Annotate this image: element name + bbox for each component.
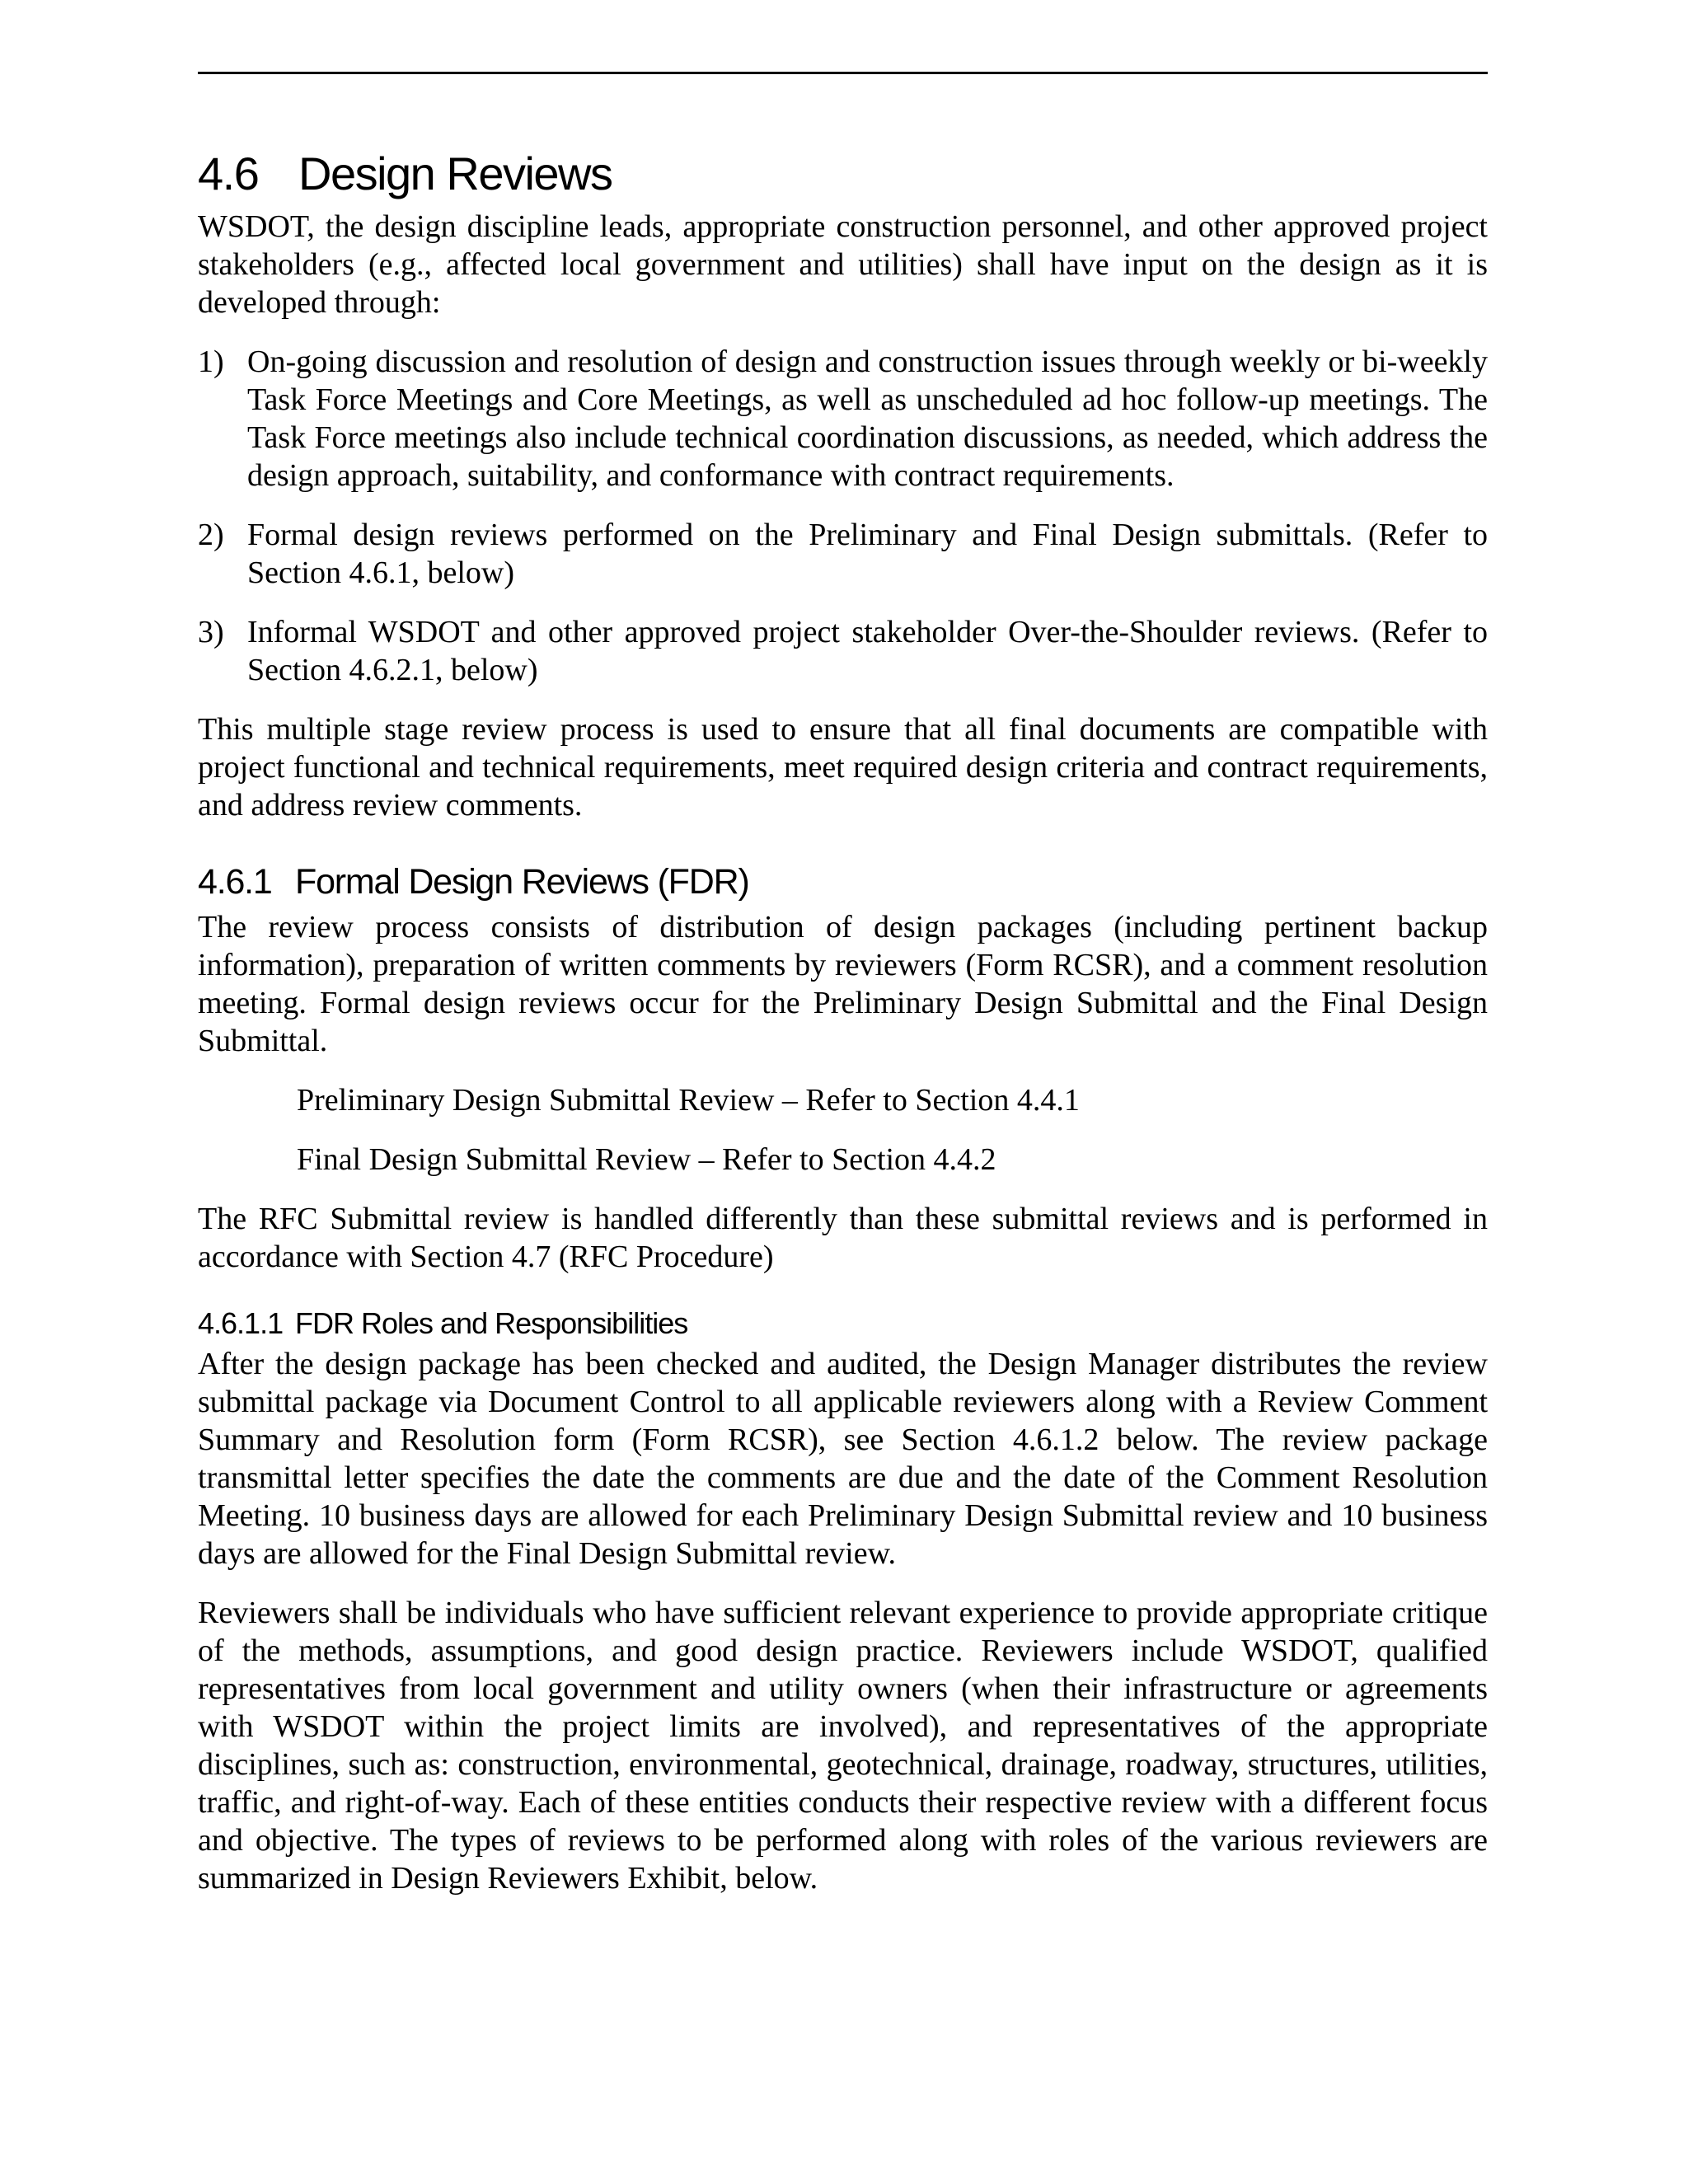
subsubsection-heading <box>198 1305 1488 1342</box>
subsection-number: 4.6.1 <box>198 862 272 902</box>
subsubsection-title: FDR Roles and Responsibilities <box>295 1306 688 1340</box>
section-title: Design Reviews <box>298 148 612 199</box>
section-intro: WSDOT, the design discipline leads, appropriate construction personnel, and other approved project stakeholders (e.g., affected local government and utilities) shall have input on the design as it is developed through: <box>198 209 1488 320</box>
list-item-marker: 1) <box>198 344 224 379</box>
reference-line: Preliminary Design Submittal Review – Refer to Section 4.4.1 <box>297 1083 1080 1118</box>
list-item-text: On-going discussion and resolution of design and construction issues through weekly or bi-weekly Task Force Meetings and Core Meetings, as well as unscheduled ad hoc follow-up meetings. The Task Force meetings also include technical coordination discussions, as needed, which address the design approach, suitability, and conformance with contract requirements. <box>247 344 1488 493</box>
list-item-text: Formal design reviews performed on the Preliminary and Final Design submittals. (Refer to Section 4.6.1, below) <box>247 518 1488 590</box>
section-closing: This multiple stage review process is used to ensure that all final documents are compatible with project functional and technical requirements, meet required design criteria and contract requirements, and address review comments. <box>198 712 1488 823</box>
reviewers-paragraph: Reviewers shall be individuals who have sufficient relevant experience to provide appropriate critique of the methods, assumptions, and good design practice. Reviewers include WSDOT, qualified representatives from local government and utility owners (when their infrastructure or agreements with WSDOT within the project limits are involved), and representatives of the appropriate disciplines, such as: construction, environmental, geotechnical, drainage, roadway, structures, utilities, traffic, and right-of-way. Each of these entities conducts their respective review with a different focus and objective. The types of reviews to be performed along with roles of the various reviewers are summarized in Design Reviewers Exhibit, below. <box>198 1596 1488 1896</box>
document-page <box>198 0 1488 2184</box>
document-content <box>198 147 1488 1897</box>
header-rule <box>198 72 1488 74</box>
list-item-marker: 2) <box>198 518 224 552</box>
list-item <box>198 613 1488 689</box>
list-item <box>198 516 1488 592</box>
subsection-heading <box>198 860 1488 903</box>
list-item <box>198 343 1488 494</box>
subsection-closing: The RFC Submittal review is handled differently than these submittal reviews and is performed in accordance with Section 4.7 (RFC Procedure) <box>198 1202 1488 1274</box>
subsubsection-number: 4.6.1.1 <box>198 1306 284 1340</box>
reference-line: Final Design Submittal Review – Refer to Section 4.4.2 <box>297 1142 996 1177</box>
list-item-text: Informal WSDOT and other approved project stakeholder Over-the-Shoulder reviews. (Refer to Section 4.6.2.1, below) <box>247 615 1488 687</box>
subsection-intro: The review process consists of distribution of design packages (including pertinent backup information), preparation of written comments by reviewers (Form RCSR), and a comment resolution meeting. Formal design reviews occur for the Preliminary Design Submittal and the Final Design Submittal. <box>198 910 1488 1058</box>
review-methods-list <box>198 343 1488 689</box>
list-item-marker: 3) <box>198 615 224 649</box>
section-heading <box>198 147 1488 201</box>
subsection-title: Formal Design Reviews (FDR) <box>295 862 749 902</box>
roles-paragraph: After the design package has been checked and audited, the Design Manager distributes the review submittal package via Document Control to all applicable reviewers along with a Review Comment Summary and Resolution form (Form RCSR), see Section 4.6.1.2 below. The review package transmittal letter specifies the date the comments are due and the date of the Comment Resolution Meeting. 10 business days are allowed for each Preliminary Design Submittal review and 10 business days are allowed for the Final Design Submittal review. <box>198 1347 1488 1571</box>
section-number: 4.6 <box>198 148 259 199</box>
